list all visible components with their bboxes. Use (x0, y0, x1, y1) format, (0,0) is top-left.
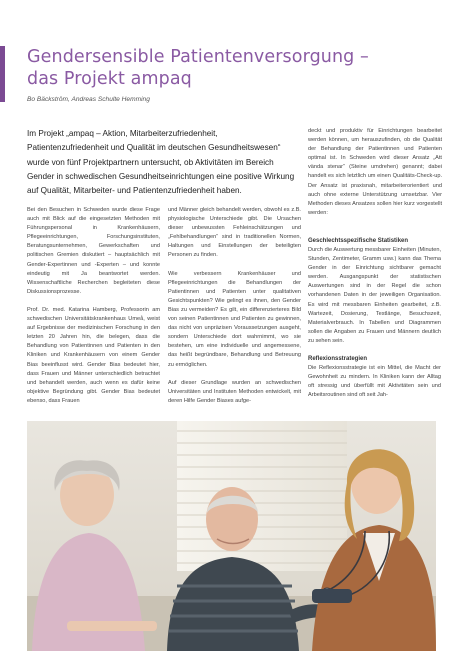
text-column-3 (308, 237, 441, 409)
section-heading: Geschlechtsspezifische Statistiken (308, 238, 409, 244)
section-heading: Reflexionsstrategien (308, 356, 368, 363)
paragraph: Prof. Dr. med. Katarina Hamberg, Professorin am schwedischen Universitätskrankenhaus Umeå, weist auf Ergebnisse der medizinischen Forschung in den letzten 20 Jahren hin, die belegen, dass die Behandlung von Patientinnen und Patienten in den Kliniken und Krankenhäusern von einem Gender Bias beeinflusst wird. Gender Bias bedeutet hier, dass Frauen und Männer unterschiedlich betrachtet und behandelt werden, auch wenn es dafür keine objektive Begründung gibt. Gender Bias bedeutet ebenso, dass Frauen (27, 306, 160, 404)
text-column-2 (168, 206, 301, 415)
window-blinds (177, 421, 347, 571)
paragraph: Wie verbessern Krankenhäuser und Pflegeeinrichtungen die Behandlungen der Patientinnen und Patienten unter qualitativen Gesichtspunkten? Wie gelingt es ihnen, den Gender Bias zu vermeiden? Es gilt, ein differenzierteres Bild von seinen Patientinnen und Patienten zu gewinnen, das nicht von unpräzisen Voraussetzungen ausgeht, sondern Unterschiede dort wahrnimmt, wo sie bestehen, um eine individuelle und angemessene, das heißt begründbare, Behandlung und Betreuung zu ermöglichen. (168, 270, 301, 368)
article-authors: Bo Bäckström, Andreas Schulte Hemming (27, 96, 150, 103)
title-accent-bar (0, 46, 5, 102)
article-photo (27, 421, 436, 651)
paragraph: und Männer gleich behandelt werden, obwohl es z.B. physiologische Unterschiede gibt. Die Ursachen dieser unbewussten Fehleinschätzungen und „Fehlbehandlungen“ sind in traditionellen Normen, Haltungen und Einstellungen der beteiligten Personen zu finden. (168, 207, 301, 259)
article-title-line-2: das Projekt ampaq (27, 69, 192, 89)
paragraph: Bei den Besuchen in Schweden wurde diese Frage auch mit Blick auf die eingesetzten Methoden mit Führungspersonal in Krankenhäusern, Pflegeeinrichtungen, Forschungsinstituten, Beratungsunternehmen, Gewerkschaften und politischen Gremien diskutiert – hauptsächlich mit Gender-Expertinnen und -Experten – und konnte eindeutig mit Ja beantwortet werden. Wissenschaftliche Recherchen begleiteten diese Diskussionsprozesse. (27, 207, 160, 295)
article-lead: Im Projekt „ampaq – Aktion, Mitarbeiterzufriedenheit, Patientenzufriedenheit und Qualität im deutschen Gesundheitswesen“ wurde von fünf Projektpartnern untersucht, ob Aktivitäten im Bereich Gender in schwedischen Gesundheitseinrichtungen eine positive Wirkung auf Qualität, Mitarbeiter- und Patientenzufriedenheit haben. (27, 129, 295, 196)
paragraph: Durch die Auswertung messbarer Einheiten (Minuten, Stunden, Zentimeter, Gramm usw.) kann das Thema Gender in der Einrichtung sichtbarer gemacht werden. Ausgangspunkt der statistischen Auswertungen sind in der Regel die schon vorhandenen Daten in der jeweiligen Organisation. Es wird mit messbaren Einheiten gearbeitet, z.B. Wartezeit, Dosierung, Testlänge, Besuchszeit, Materialverbrauch. In Tabellen und Diagrammen sollen die Angaben zu Frauen und Männern deutlich zu sehen sein. (308, 247, 441, 344)
article-title (27, 46, 447, 90)
column-3-intro: deckt und produktiv für Einrichtungen bearbeitet werden können, um herauszufinden, ob die Qualität der Behandlung der Patientinnen und Patienten optimal ist. In Schweden wird dieser Ansatz „Att vända stenar“ (Steine umdrehen) genannt; dabei handelt es sich letztlich um einen Qualitäts-Check-up. Der Ansatz ist praxisnah, mitarbeiterorientiert und auch ohne externe Unterstützung umsetzbar. Vier Methoden dieses Ansatzes sollen hier kurz vorgestellt werden: (308, 128, 442, 216)
article-title-line-1: Gendersensible Patientenversorgung – (27, 47, 369, 67)
paragraph: Die Reflexionsstrategie ist ein Mittel, die Macht der Gewohnheit zu mindern. In Kliniken kann der Alltag oft stressig und überfüllt mit Aktivitäten sein und Arbeitsroutinen sind oft seit Jah- (308, 365, 441, 399)
text-column-1 (27, 206, 160, 415)
paragraph: Auf dieser Grundlage wurden an schwedischen Universitäten und Instituten Methoden entwickelt, mit deren Hilfe Gender Biases aufge- (168, 379, 301, 404)
